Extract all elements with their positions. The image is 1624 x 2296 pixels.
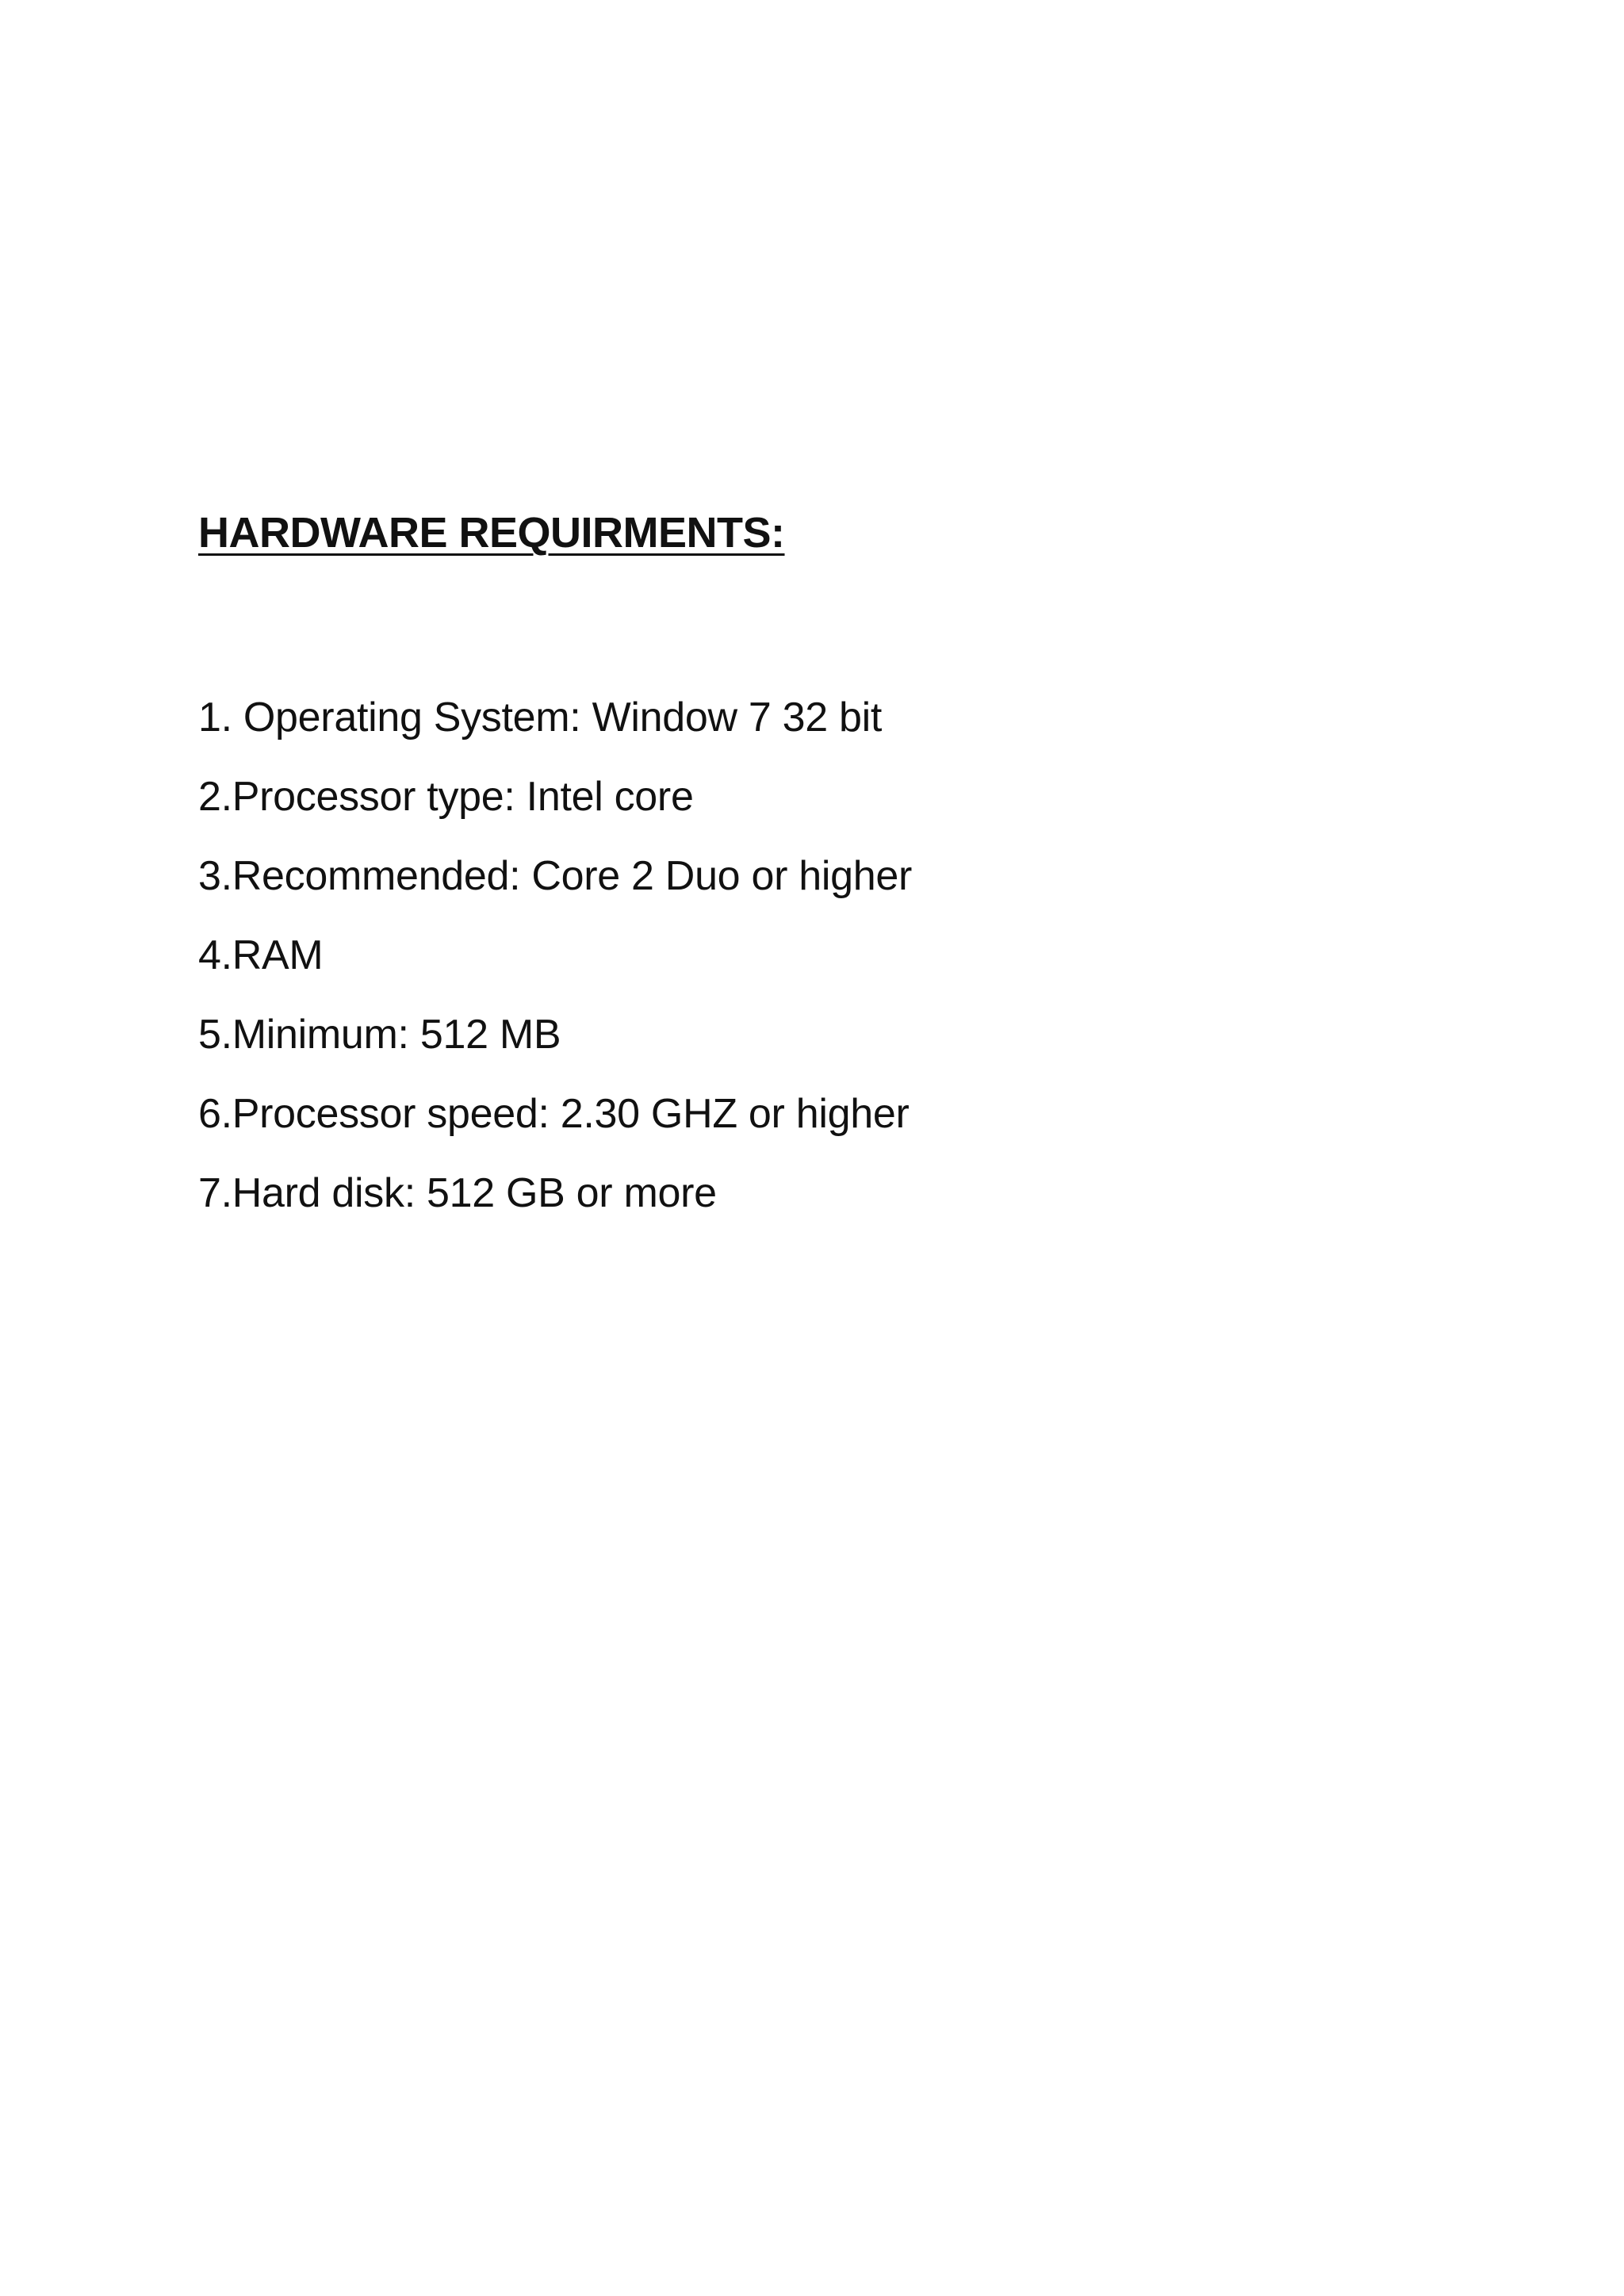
requirement-item-hard-disk: 7.Hard disk: 512 GB or more <box>198 1170 717 1216</box>
requirement-item-minimum: 5.Minimum: 512 MB <box>198 1012 561 1058</box>
requirement-item-os: 1. Operating System: Window 7 32 bit <box>198 695 883 740</box>
page-heading: HARDWARE REQUIRMENTS: <box>198 509 785 557</box>
page-content <box>198 507 1467 1216</box>
requirement-item-processor-type: 2.Processor type: Intel core <box>198 774 694 820</box>
requirement-item-ram: 4.RAM <box>198 932 324 978</box>
requirement-item-processor-speed: 6.Processor speed: 2.30 GHZ or higher <box>198 1091 910 1137</box>
requirements-list <box>198 678 912 1233</box>
requirement-item-recommended: 3.Recommended: Core 2 Duo or higher <box>198 853 912 899</box>
